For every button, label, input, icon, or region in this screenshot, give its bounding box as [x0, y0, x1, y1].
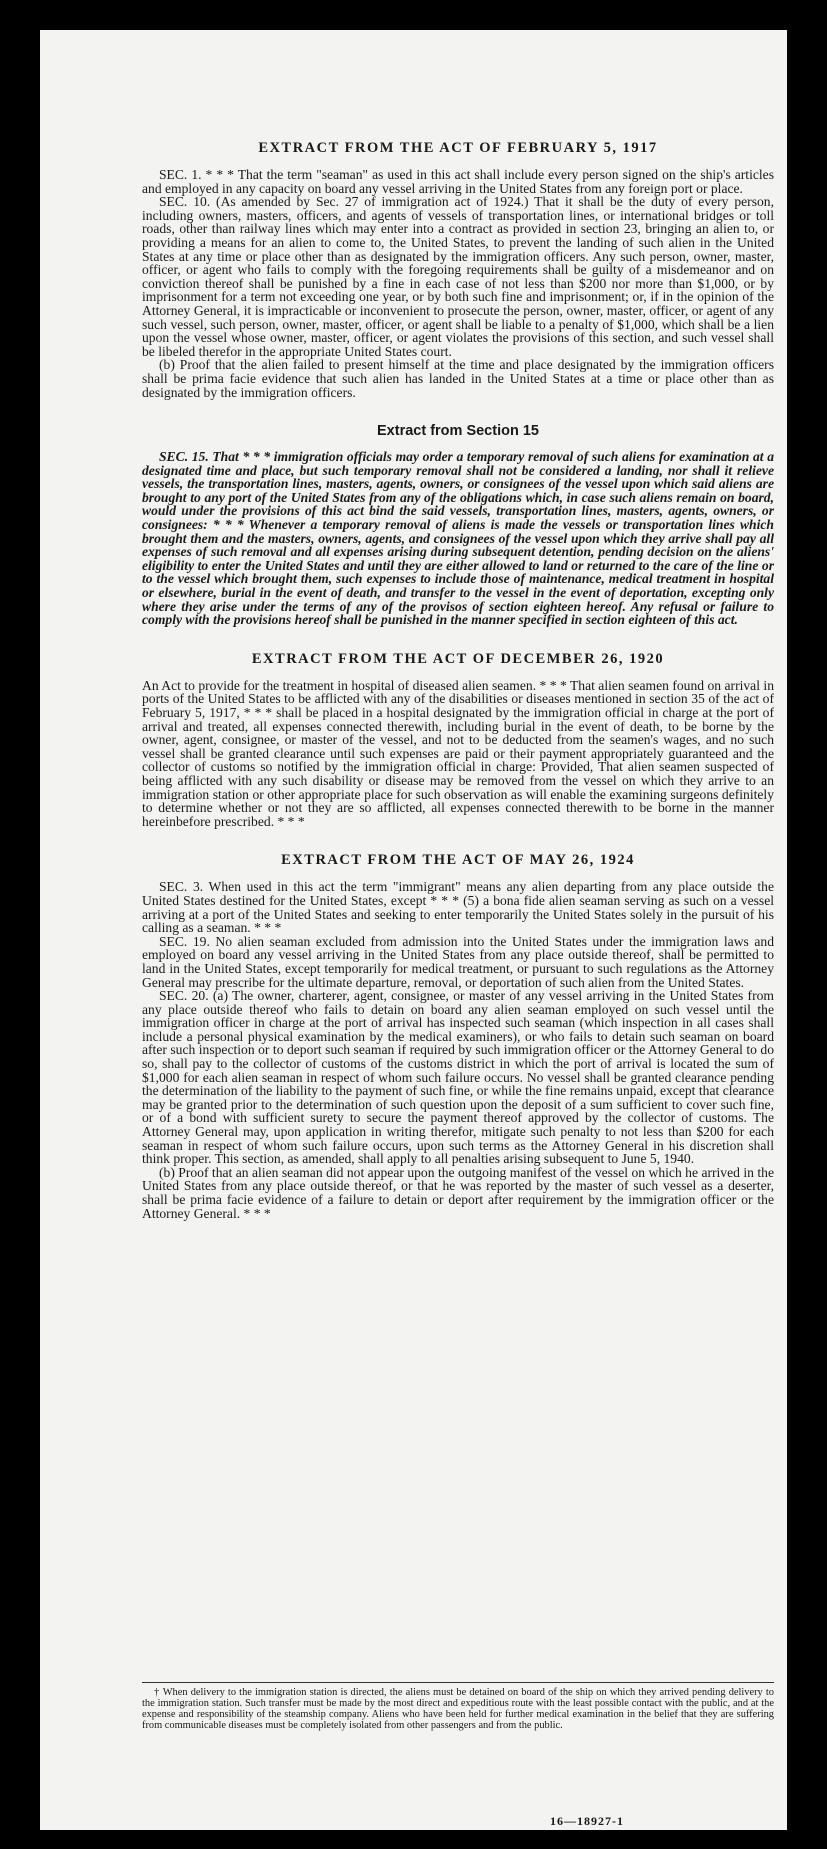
heading-section-15: Extract from Section 15: [377, 423, 539, 440]
footnote-text: † When delivery to the immigration station is directed, the aliens must be detained on board of the ship on which they arrived pending delivery to the immigration station. Such transfer must be made by the most direct and expeditious route with the least possible contact with the public, and at the expense and responsibility of the steamship company. Aliens who have been held for further medical examination in the belief that they are suffering from communicable diseases must be completely isolated from other passengers and from the public.: [142, 1687, 774, 1731]
form-number: 16—18927-1: [550, 1814, 624, 1828]
paragraph-sec-19: SEC. 19. No alien seaman excluded from admission into the United States under the immigration laws and employed on board any vessel arriving in the United States from any place outside thereof, shall be permitted to land in the United States, except temporarily for medical treatment, or pursuant to such regulations as the Attorney General may prescribe for the ultimate departure, removal, or deportation of such alien from the United States.: [142, 933, 774, 990]
footnote: [142, 1682, 774, 1731]
paragraph-sec-10-b: (b) Proof that the alien failed to present himself at the time and place designated by the immigration officers shall be prima facie evidence that such alien has landed in the United States at a time or place other than as designated by the immigration officers.: [142, 357, 774, 400]
paragraph-sec-3: SEC. 3. When used in this act the term "immigrant" means any alien departing from any place outside the United States destined for the United States, except * * * (5) a bona fide alien seaman serving as such on a vessel arriving at a port of the United States and seeking to enter temporarily the United States solely in the pursuit of his calling as a seaman. * * *: [142, 879, 774, 936]
document-body: [142, 140, 774, 1220]
paragraph-sec-15: SEC. 15. That * * * immigration officials may order a temporary removal of such aliens for examination at a designated time and place, but such temporary removal shall not be considered a landing, nor shall it relieve vessels, the transportation lines, masters, agents, owners, or consignees of the vessel upon which said aliens are brought to any port of the United States from any of the obligations which, in case such aliens remain on board, would under the provisions of this act bind the said vessels, transportation lines, masters, agents, owners, or consignees: * * * Whenever a temporary removal of aliens is made the vessels or transportation lines which brought them and the masters, owners, agents, and consignees of the vessel upon which they arrive shall pay all expenses of such removal and all expenses arising during subsequent detention, pending decision on the aliens' eligibility to enter the United States and until they are either allowed to land or returned to the care of the line or to the vessel which brought them, such expenses to include those of maintenance, medical treatment in hospital or elsewhere, burial in the event of death, and transfer to the vessel in the event of deportation, excepting only where they arise under the terms of any of the provisos of section eighteen hereof. Any refusal or failure to comply with the provisions hereof shall be punished in the manner specified in section eighteen of this act.: [142, 449, 774, 628]
heading-act-dec-1920: EXTRACT FROM THE ACT OF DECEMBER 26, 1920: [251, 650, 665, 667]
paragraph-sec-20-b: (b) Proof that an alien seaman did not appear upon the outgoing manifest of the vessel on which he arrived in the United States from any place outside thereof, or that he was reported by the master of such vessel as a deserter, shall be prima facie evidence of a failure to detain or deport after requirement by the immigration officer or the Attorney General. * * *: [142, 1164, 774, 1221]
paragraph-sec-20-a: SEC. 20. (a) The owner, charterer, agent, consignee, or master of any vessel arriving in the United States from any place outside thereof who fails to detain on board any alien seaman employed on such vessel until the immigration officer in charge at the port of arrival has inspected such seaman (which inspection in all cases shall include a personal physical examination by the medical examiners), or who fails to detain such seaman on board after such inspection or to deport such seaman if required by such immigration officer or the Attorney General to do so, shall pay to the collector of customs of the customs district in which the port of arrival is located the sum of $1,000 for each alien seaman in respect of whom such failure occurs. No vessel shall be granted clearance pending the determination of the liability to the payment of such fine, or while the fine remains unpaid, except that clearance may be granted prior to the determination of such question upon the deposit of a sum sufficient to cover such fine, or of a bond with sufficient surety to secure the payment thereof approved by the collector of customs. The Attorney General may, upon application in writing therefor, mitigate such penalty to not less than $200 for each seaman in respect of whom such failure occurs, upon such terms as the Attorney General in his discretion shall think proper. This section, as amended, shall apply to all penalties arising subsequent to June 5, 1940.: [142, 988, 774, 1167]
heading-act-feb-1917: EXTRACT FROM THE ACT OF FEBRUARY 5, 1917: [258, 140, 658, 156]
extract-may-1924: [142, 852, 774, 1220]
paragraph-act-1920: An Act to provide for the treatment in hospital of diseased alien seamen. * * * That alien seamen found on arrival in ports of the United States to be afflicted with any of the disabilities or diseases mentioned in section 35 of the act of February 5, 1917, * * * shall be placed in a hospital designated by the immigration official in charge at the port of arrival and treated, all expenses connected therewith, including burial in the event of death, to be borne by the owner, agent, consignee, or master of the vessel, and not to be deducted from the seamen's wages, and no such vessel shall be granted clearance until such expenses are paid or their payment appropriately guaranteed and the collector of customs so notified by the immigration official in charge: Provided, That alien seamen suspected of being afflicted with any such disability or disease may be removed from the vessel on which they arrive to an immigration station or other appropriate place for such observation as will enable the examining surgeons definitely to determine whether or not they are so afflicted, all expenses connected therewith to be borne in the manner hereinbefore prescribed. * * *: [142, 677, 774, 829]
extract-dec-1920: [142, 651, 774, 829]
paragraph-sec-10: SEC. 10. (As amended by Sec. 27 of immigration act of 1924.) That it shall be the duty of every person, including owners, masters, officers, and agents of vessels of transportation lines, or international bridges or toll roads, other than railway lines which may enter into a contract as provided in section 23, bringing an alien to, or providing a means for an alien to come to, the United States, to prevent the landing of such alien in the United States at any time or place other than as designated by the immigration officers. Any such person, owner, master, officer, or agent who fails to comply with the foregoing requirements shall be guilty of a misdemeanor and on conviction thereof shall be punished by a fine in each case of not less than $200 nor more than $1,000, or by imprisonment for a term not exceeding one year, or by both such fine and imprisonment; or, if in the opinion of the Attorney General, it is impracticable or inconvenient to prosecute the person, owner, master, officer, or agent of any such vessel, such person, owner, master, officer, or agent shall be liable to a penalty of $1,000, which shall be a lien upon the vessel whose owner, master, officer, or agent violates the provisions of this section, and such vessel shall be libeled therefor in the appropriate United States court.: [142, 194, 774, 359]
heading-act-may-1924: EXTRACT FROM THE ACT OF MAY 26, 1924: [281, 852, 635, 869]
document-page: [40, 30, 787, 1830]
paragraph-sec-1: SEC. 1. * * * That the term "seaman" as used in this act shall include every person signed on the ship's articles and employed in any capacity on board any vessel arriving in the United States from any foreign port or place.: [142, 167, 774, 196]
extract-section-15: [142, 423, 774, 627]
extract-feb-1917: [142, 140, 774, 399]
